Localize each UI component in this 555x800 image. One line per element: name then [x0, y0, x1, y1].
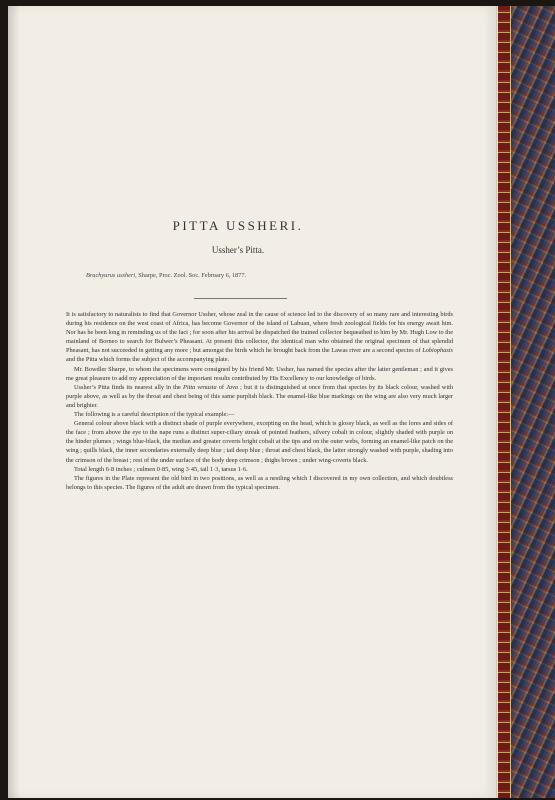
citation-rest: Sharpe, Proc. Zool. Soc. February 6, 1877. [136, 272, 247, 279]
paragraph-text: and the Pitta which forms the subject of the accompanying plate. [66, 356, 230, 364]
paragraph-text: Total length 6·8 inches ; culmen 0·85, wing 3·45, tail 1·3, tarsus 1·6. [74, 465, 248, 473]
italic-term: Lobiophasis [422, 347, 453, 355]
paragraph-text: is satisfactory to naturalists to find that Governor Ussher, whose zeal in the cause of science led to the discovery of so many rare and interesting birds during his residence on the west coast of Africa, has become Governor of the island of Labuan, where fresh zoological fields for his energy await him. Nor has he been long in reminding us of the fact ; for soon after his arrival he dispatched the trained collector bequeathed to him by Mr. Hugh Low to the mainland of Borneo to search for Bulwer’s Pheasant. At present this collector, the identical man who obtained the original specimen of that splendid Pheasant, has not succeeded in getting any more ; but amongst the birds which he brought back from the Lawas river are a second species of [66, 311, 453, 355]
citation-italic: Brachyurus ussheri, [86, 272, 137, 279]
page-title: PITTA USSHERI. [172, 218, 304, 233]
paragraph-text: The following is a careful description of the typical example:— [74, 411, 235, 419]
italic-term: Java [226, 383, 239, 391]
opening-word: It [66, 311, 70, 318]
paragraph-text: ; but it is distinguished at once from that species by its black colour, washed with purple above, as well as by the throat and chest being of this same purplish black. The enamel-like blue markings on the wing are also very much larger and brighter. [66, 383, 453, 409]
italic-term: Pitta venusta [182, 383, 217, 391]
paragraph [66, 419, 453, 464]
body-text [66, 310, 453, 492]
divider-rule [194, 298, 287, 299]
page-subtitle: Ussher’s Pitta. [211, 245, 265, 255]
paragraph-text: The figures in the Plate represent the old bird in two positions, as well as a nestling which I discovered in my own collection, and which doubtless belongs to this species. The figures of the adult are drawn from the typical specimen. [66, 474, 453, 491]
paragraph-text: Mr. Bowdler Sharpe, to whom the specimens were consigned by his friend Mr. Ussher, has named the species after the latter gentleman ; and it gives me great pleasure to add my appreciation of the important results contributed by His Excellency to our knowledge of birds. [66, 365, 453, 382]
paragraph [66, 310, 453, 365]
paragraph [66, 465, 453, 474]
paragraph-text: General colour above black with a distinct shade of purple everywhere, excepting on the head, which is glossy black, as well as the lores and sides of the face ; from above the eye to the nape runs a distinct super-ciliary streak of pointed feathers, silvery cobalt in colour, slightly shaded with purple on the hinder plumes ; wings blue-black, the median and greater coverts bright cobalt at the tips and on the outer webs, forming an enamel-like patch on the wing ; quills black, the inner secondaries externally deep blue ; tail deep blue ; throat and chest black, the latter strongly washed with purple, shading into the crimson of the breast ; rest of the under surface of the body deep crimson ; thighs brown ; under wing-coverts black. [66, 420, 453, 464]
citation [86, 272, 466, 279]
paragraph-text: Ussher’s Pitta finds its nearest ally in the [74, 383, 183, 391]
paragraph [66, 365, 453, 383]
book-page [8, 6, 496, 798]
paragraph [66, 474, 453, 492]
gutter-shadow [8, 6, 20, 798]
paragraph [66, 410, 453, 419]
paragraph [66, 383, 453, 410]
paragraph-text: of [216, 383, 227, 391]
